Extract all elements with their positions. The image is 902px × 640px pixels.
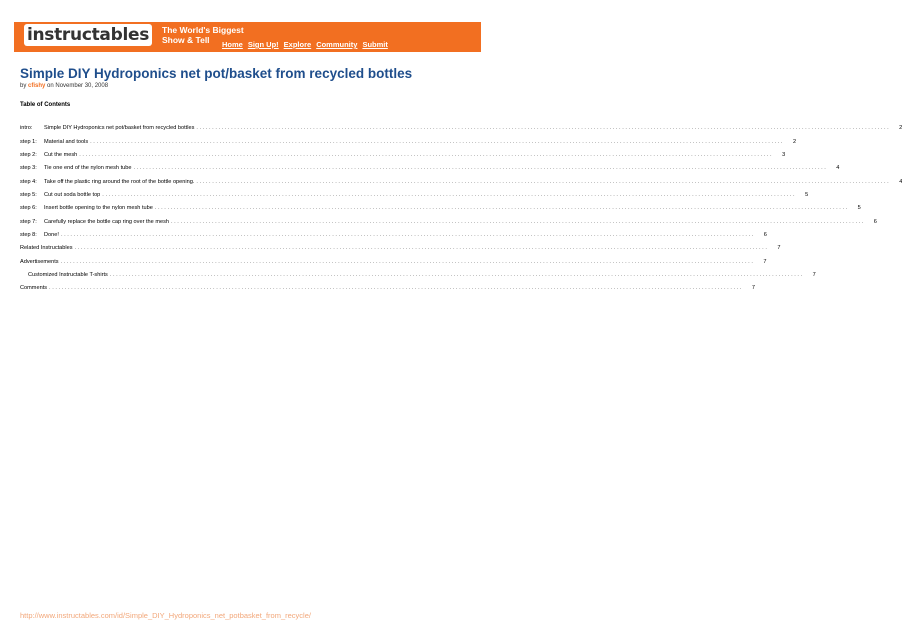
toc-entry-label: Material and tools <box>44 138 89 145</box>
toc-dot-leader: ............................................................................................................................................................................................................................ <box>49 285 743 292</box>
table-of-contents <box>20 118 902 292</box>
toc-entry-label: Tie one end of the nylon mesh tube <box>44 165 132 172</box>
logo[interactable] <box>24 24 152 46</box>
logo-text: instructables <box>26 25 150 45</box>
toc-page-number: 3 <box>782 151 786 158</box>
toc-page-number: 2 <box>899 125 902 132</box>
toc-step-number: step 4: <box>20 178 37 185</box>
toc-entry-label: Customized Instructable T-shirts <box>28 271 108 278</box>
toc-page-number: 4 <box>899 178 902 185</box>
byline-prefix: by <box>20 83 27 89</box>
toc-page-number: 7 <box>751 285 755 292</box>
toc-dot-leader: ............................................................................................................................................................................................................................ <box>74 245 769 252</box>
toc-entry[interactable] <box>20 185 809 198</box>
toc-entry[interactable] <box>20 118 902 132</box>
toc-entry[interactable] <box>20 158 840 172</box>
toc-step-number: step 1: <box>20 138 37 145</box>
toc-entry[interactable] <box>20 265 816 278</box>
tagline-line1: The World's Biggest <box>162 25 244 35</box>
nav-submit-link[interactable]: Submit <box>362 40 388 49</box>
footer-url[interactable]: http://www.instructables.com/id/Simple_DIY_Hydroponics_net_potbasket_from_recycle/ <box>20 611 311 620</box>
toc-entry-label: Simple DIY Hydroponics net pot/basket from recycled bottles <box>44 125 195 132</box>
toc-entry[interactable] <box>20 251 767 265</box>
toc-entry-label: Comments <box>20 285 48 292</box>
toc-page-number: 7 <box>777 245 781 252</box>
toc-entry[interactable] <box>20 198 861 212</box>
toc-dot-leader: ............................................................................................................................................................................................................................ <box>196 178 891 185</box>
toc-page-number: 7 <box>812 271 816 278</box>
byline <box>20 83 108 89</box>
toc-page-number: 4 <box>836 165 840 172</box>
toc-step-number: step 8: <box>20 231 37 238</box>
toc-entry-label: Carefully replace the bottle cap ring over the mesh <box>44 218 169 225</box>
toc-step-number: step 5: <box>20 191 37 198</box>
toc-entry[interactable] <box>20 211 877 225</box>
toc-entry-label: Advertisements <box>20 258 59 265</box>
toc-dot-leader: ............................................................................................................................................................................................................................ <box>79 151 774 158</box>
toc-page-number: 6 <box>763 231 767 238</box>
toc-step-number: step 3: <box>20 165 37 172</box>
nav-home-link[interactable]: Home <box>222 40 243 49</box>
toc-page-number: 2 <box>792 138 797 145</box>
nav-community-link[interactable]: Community <box>316 40 358 49</box>
nav-explore-link[interactable]: Explore <box>283 40 312 49</box>
toc-step-number: step 2: <box>20 151 37 158</box>
toc-entry-label: Insert bottle opening to the nylon mesh tube <box>44 205 153 212</box>
toc-dot-leader: ............................................................................................................................................................................................................................ <box>102 191 797 198</box>
author-link[interactable]: cfishy <box>28 83 46 89</box>
toc-entry-label: Done! <box>44 231 59 238</box>
toc-entry[interactable] <box>20 225 767 238</box>
toc-dot-leader: ............................................................................................................................................................................................................................ <box>196 125 891 132</box>
toc-page-number: 5 <box>805 191 809 198</box>
toc-entry[interactable] <box>20 278 755 292</box>
site-header <box>14 22 481 52</box>
toc-entry[interactable] <box>20 145 786 158</box>
toc-entry-label: Cut the mesh <box>44 151 78 158</box>
toc-dot-leader: ............................................................................................................................................................................................................................ <box>171 218 865 225</box>
toc-dot-leader: ............................................................................................................................................................................................................................ <box>109 271 804 278</box>
toc-dot-leader: ............................................................................................................................................................................................................................ <box>60 258 755 265</box>
toc-dot-leader: ............................................................................................................................................................................................................................ <box>154 205 849 212</box>
byline-date: on November 30, 2008 <box>47 83 109 89</box>
toc-entry[interactable] <box>20 238 781 252</box>
toc-heading: Table of Contents <box>20 102 71 108</box>
toc-dot-leader: ............................................................................................................................................................................................................................ <box>90 138 785 145</box>
toc-entry-label: Related Instructables <box>20 245 73 252</box>
toc-step-number: step 7: <box>20 218 37 225</box>
toc-dot-leader: ............................................................................................................................................................................................................................ <box>133 165 828 172</box>
toc-entry[interactable] <box>20 131 797 145</box>
toc-page-number: 7 <box>763 258 767 265</box>
toc-page-number: 6 <box>873 218 877 225</box>
toc-entry-label: Cut out soda bottle top <box>44 191 101 198</box>
toc-page-number: 5 <box>857 205 861 212</box>
toc-dot-leader: ............................................................................................................................................................................................................................ <box>60 231 755 238</box>
toc-step-number: intro: <box>20 125 33 132</box>
toc-entry-label: Take off the plastic ring around the root of the bottle opening. <box>44 178 195 185</box>
main-nav <box>222 40 388 49</box>
toc-entry[interactable] <box>20 171 902 185</box>
nav-signup-link[interactable]: Sign Up! <box>247 40 279 49</box>
tagline-line2: Show & Tell <box>162 35 210 45</box>
page-title: Simple DIY Hydroponics net pot/basket from recycled bottles <box>20 66 413 81</box>
toc-step-number: step 6: <box>20 205 37 212</box>
